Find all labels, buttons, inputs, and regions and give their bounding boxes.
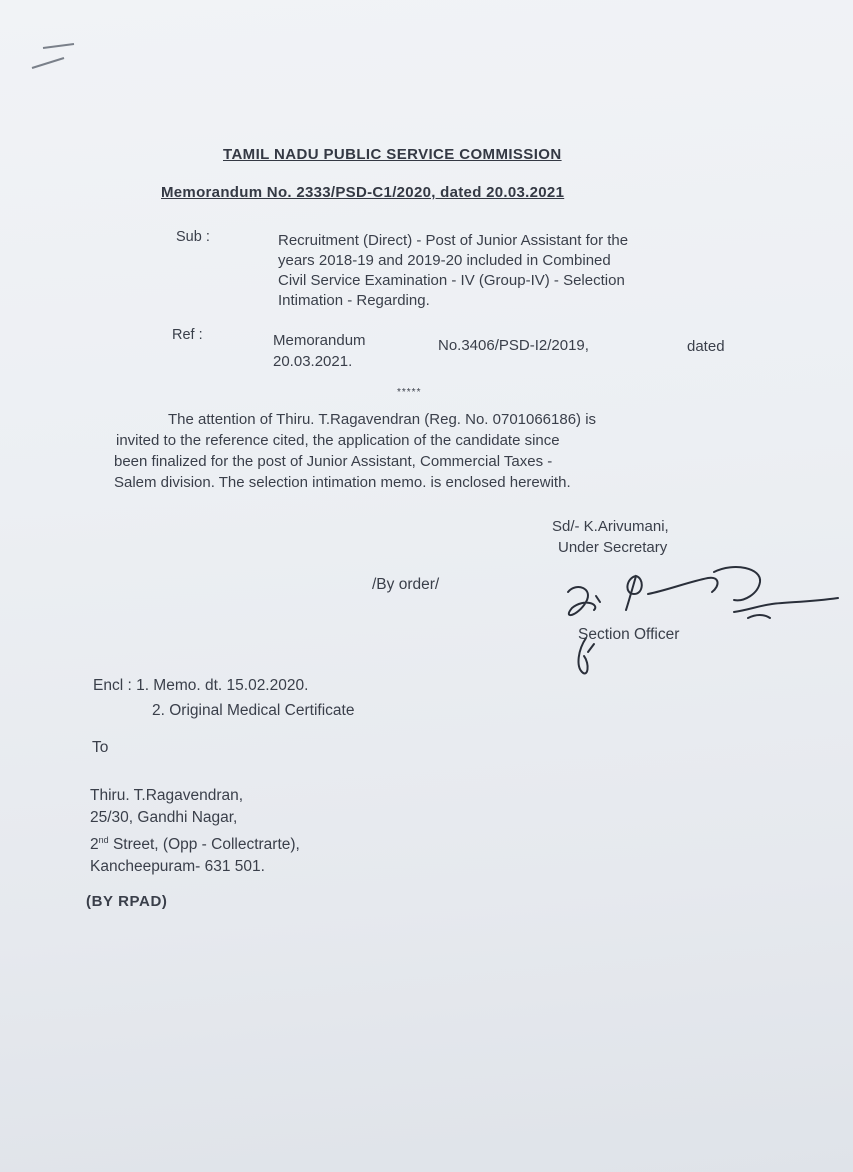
subject-line: Recruitment (Direct) - Post of Junior Assistant for the [278, 232, 629, 249]
commission-title: TAMIL NADU PUBLIC SERVICE COMMISSION [223, 146, 562, 163]
street-name: Street, (Opp - Collectrarte), [108, 836, 300, 854]
address-line: Kancheepuram- 631 501. [90, 858, 265, 876]
street-number: 2 [90, 836, 99, 854]
ordinal-suffix: nd [98, 835, 109, 845]
subject-line: Civil Service Examination - IV (Group-IV) - Selection [278, 272, 625, 289]
body-line: invited to the reference cited, the application of the candidate since [116, 432, 560, 449]
reference-number: No.3406/PSD-I2/2019, [438, 337, 589, 354]
reference-memo: Memorandum [273, 332, 366, 349]
by-order: /By order/ [372, 576, 440, 593]
address-line [90, 829, 300, 856]
recipient-address [90, 785, 300, 878]
memorandum-number: Memorandum No. 2333/PSD-C1/2020, dated 20.03.2021 [161, 184, 565, 201]
enclosure-1: Encl : 1. Memo. dt. 15.02.2020. [93, 677, 309, 694]
subject-label: Sub : [176, 229, 210, 245]
designation: Under Secretary [558, 539, 668, 556]
body-line: been finalized for the post of Junior Assistant, Commercial Taxes - [114, 453, 553, 470]
enclosure-2: 2. Original Medical Certificate [152, 702, 355, 719]
body-paragraph [114, 409, 596, 493]
separator: ***** [397, 387, 422, 398]
to-label: To [92, 739, 109, 756]
dispatch-mode: (BY RPAD) [86, 893, 168, 910]
body-line: The attention of Thiru. T.Ragavendran (Reg. No. 0701066186) is [168, 411, 597, 428]
address-line: Thiru. T.Ragavendran, [90, 787, 244, 804]
body-line: Salem division. The selection intimation memo. is enclosed herewith. [114, 474, 571, 491]
subject-line: Intimation - Regarding. [278, 292, 430, 309]
reference-dated: dated [687, 338, 725, 355]
address-line: 25/30, Gandhi Nagar, [90, 809, 238, 826]
signed-by: Sd/- K.Arivumani, [552, 518, 669, 535]
subject-text [278, 231, 628, 311]
pen-mark [28, 40, 88, 80]
section-officer: Section Officer [578, 626, 680, 643]
reference-label: Ref : [172, 327, 203, 343]
subject-line: years 2018-19 and 2019-20 included in Combined [278, 252, 611, 269]
handwritten-signature [548, 560, 848, 690]
reference-date: 20.03.2021. [273, 353, 353, 370]
